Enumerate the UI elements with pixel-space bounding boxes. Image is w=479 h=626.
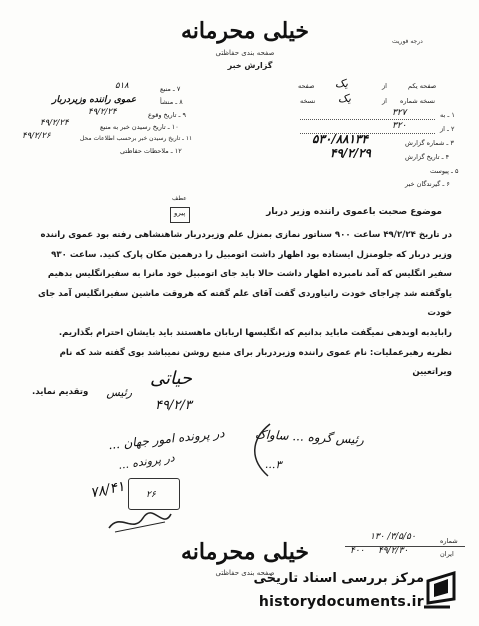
right-note-2: ...۳ [264,457,282,472]
field-to-value: ۳۲۷ [392,108,407,118]
classification-title: خیلی محرمانه [180,18,310,44]
watermark-url: historydocuments.ir [258,594,424,610]
field-local-received-label: ۱۱ ـ تاریخ رسیدن خبر برحسب اطلاعات محل [80,135,193,142]
archive-value-3: ۴۰۰ [350,546,365,556]
archive-label-1: شماره [440,537,458,545]
archive-logo-icon [420,569,462,611]
field-report-date-value: ۴۹/۲/۲۹ [330,146,371,160]
field-page-value: یک [335,77,348,90]
field-origin-label: ۸ ـ منشأ [160,98,183,106]
right-note-1: رئیس گروه ... ساواک [254,427,365,447]
field-page-mid: از [382,82,387,90]
report-body [32,226,452,402]
field-source-received-value: ۴۹/۲/۲۴ [40,118,69,128]
field-copy-value: یک [338,92,351,105]
field-local-received-value: ۴۹/۲/۲۶ [22,131,51,141]
field-page-unit: صفحه [298,82,315,90]
field-copy-mid: از [382,97,387,105]
footer-classification-title: خیلی محرمانه [180,539,310,565]
body-line: وتقدیم نماید. [32,386,89,397]
field-page-label: صفحه یکم [408,82,437,90]
field-report-number-value: ۵۳۰/۸۸۱۳۴ [312,132,368,146]
footer-classification-subtitle: صفحه بندی حفاظتی [215,569,275,577]
field-security-notes-label: ۱۲ ـ ملاحظات حفاظتی [120,147,182,155]
field-attachment-label: ۵ ـ پیوست [430,167,459,175]
body-line: نظریه رهبرعملیات: نام عموی راننده وزیردربار برای منبع روشن نمیباشد بوی گفته شد که نام ویراتعیین [59,347,452,378]
field-event-date-label: ۹ ـ تاریخ وقوع [148,111,187,119]
field-copy-label: نسخه شماره [400,97,436,105]
handwritten-initial: ﺣﯿﺎﺗﯽ [150,368,193,389]
subject-line: موضوع صحبت باعموی راننده وزیر دربار [266,207,442,217]
field-source-value: ۵۱۸ [115,81,129,91]
body-line: وزیر دربار که جلومنزل ایستاده بود اظهار داشت اتومبیل را درهمین مکان پارک کنید. ساعت ۹۳۰ [51,249,452,260]
stamp-number: ۲۶ [146,490,156,500]
field-from-label: ۲ ـ از [440,125,455,133]
left-note-2: در پرونده ... [117,451,176,472]
field-recipients-label: ۶ ـ گیرندگان خبر [405,180,450,188]
classification-subtitle: صفحه بندی حفاظتی [215,49,275,57]
field-copy-unit: نسخه [300,97,316,105]
archive-label-2: ایران [440,550,454,558]
field-source-received-label: ۱۰ ـ تاریخ رسیدن خبر به منبع [100,123,179,131]
field-report-number-label: ۳ ـ شماره گزارش [405,139,454,147]
body-line: رابایدبه اوبدهی نمیگفت ماباید بدانیم که انگلیسها اربابان ماهستند باید بایشان احترام بگذاریم. [58,327,452,338]
body-line: یاوگفته شد چراجای خودت رانیاوردی گفت آقای علم گفته که هروقت ماشین سفیرانگلیس آمد جای خودت [38,288,452,319]
body-line: در تاریخ ۴۹/۲/۲۴ ساعت ۹۰۰ سناتور نمازی بمنزل علم وزیردربار شاهنشاهی رفته بود عموی راننده [40,230,452,240]
priority-label: درجه فوریت [392,38,423,45]
field-origin-value: عموی راننده وزیردربار [52,95,137,105]
watermark-name: مرکز بررسی اسناد تاریخی [253,571,424,586]
archive-value-1: ۱۳۰ /۳/۵/۵۰ [370,532,416,542]
reference-value: پیرو [174,209,186,217]
signature-scribble-icon [105,508,175,536]
field-to-line [300,119,435,120]
report-label: گزارش خبر [227,61,273,70]
handwritten-date: ۴۹/۲/۳ [155,398,192,413]
archive-value-2: ۴۹/۲/۳۰ [378,546,409,556]
reference-label: عطف [172,195,187,202]
body-line: سفیر انگلیس که آمد نامبرده اظهار داشت حالا باید جای اتومبیل خود مانرا به سفیرانگلیس بدهیم [47,269,452,280]
field-report-date-label: ۴ ـ تاریخ گزارش [405,153,450,161]
left-number: ۷۸/۴۱ [88,478,127,502]
field-source-label: ۷ ـ منبع [160,85,181,93]
field-to-label: ۱ ـ به [440,111,455,119]
left-note-1: در پرونده امور جهان ... [107,425,226,453]
field-event-date-value: ۴۹/۲/۲۴ [88,107,117,117]
field-from-value: ۳۲۰ [392,121,407,131]
bracket-mark-icon [240,420,280,480]
body-signoff: رئیس [106,385,133,399]
